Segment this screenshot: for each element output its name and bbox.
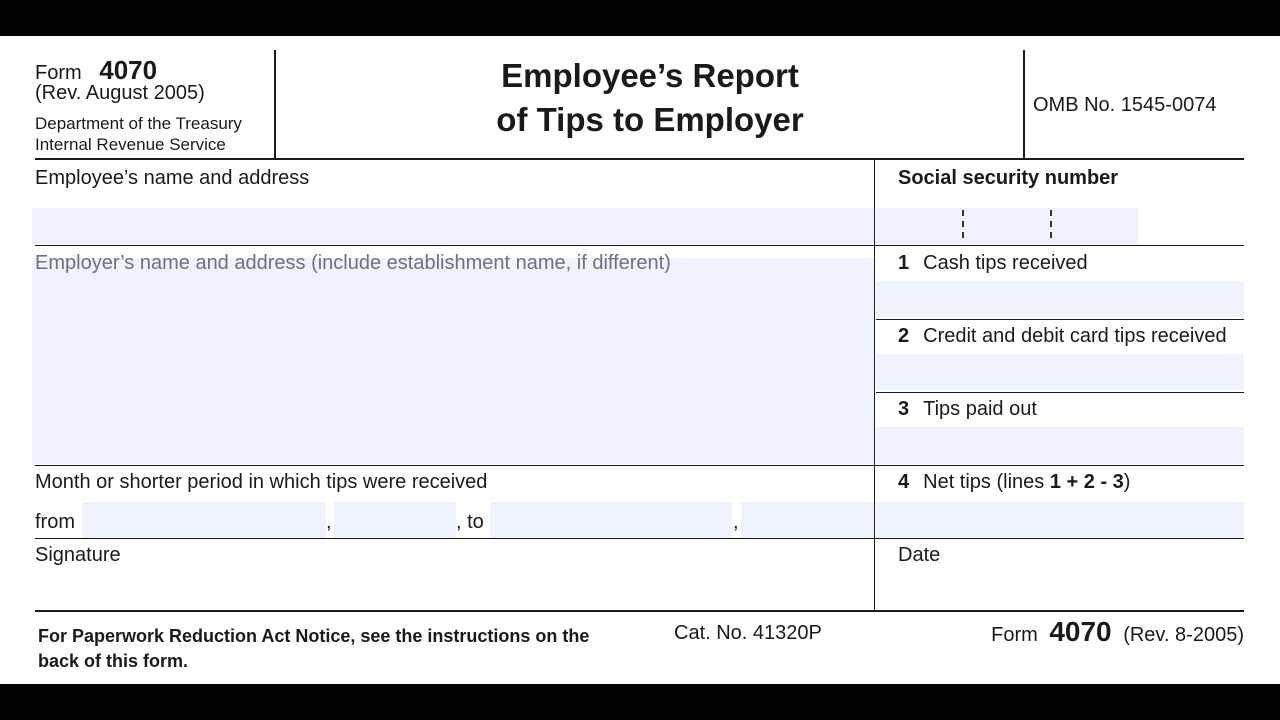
tips-paid-out-input[interactable] bbox=[876, 427, 1244, 464]
footer-form-number: 4070 bbox=[1049, 616, 1112, 647]
period-label: Month or shorter period in which tips were received bbox=[35, 471, 488, 493]
line-3-number: 3 bbox=[898, 398, 910, 420]
row-rule-2 bbox=[876, 319, 1244, 320]
signature-area[interactable] bbox=[35, 568, 873, 608]
footer-form-revision: (Rev. 8-2005) bbox=[1123, 624, 1244, 646]
ssn-label: Social security number bbox=[898, 167, 1119, 189]
title-line-1: Employee’s Report bbox=[501, 57, 799, 94]
line-3-label bbox=[898, 398, 1037, 421]
ssn-input[interactable] bbox=[876, 208, 1138, 244]
form-revision: (Rev. August 2005) bbox=[35, 82, 205, 104]
comma-2: , bbox=[733, 511, 739, 533]
net-tips-input[interactable] bbox=[876, 502, 1244, 538]
line-2-label bbox=[898, 325, 1227, 348]
department-name: Department of the Treasury bbox=[35, 114, 242, 133]
catalog-number: Cat. No. 41320P bbox=[674, 622, 822, 644]
row-rule-4 bbox=[35, 465, 1244, 466]
from-month-input[interactable] bbox=[82, 502, 326, 538]
paperwork-notice: For Paperwork Reduction Act Notice, see the instructions on the back of this form. bbox=[38, 626, 590, 671]
form-page bbox=[0, 36, 1280, 684]
comma-1: , bbox=[326, 511, 332, 533]
line-2-number: 2 bbox=[898, 325, 910, 347]
to-label: , to bbox=[456, 511, 484, 533]
line-3-text: Tips paid out bbox=[923, 398, 1037, 420]
line-1-label bbox=[898, 252, 1088, 275]
form-title bbox=[276, 54, 1024, 142]
footer-top-rule bbox=[35, 610, 1244, 612]
column-divider bbox=[874, 160, 875, 610]
form-word: Form bbox=[35, 62, 82, 84]
form-number: 4070 bbox=[99, 55, 158, 85]
signature-label: Signature bbox=[35, 544, 121, 566]
to-year-input[interactable] bbox=[741, 502, 874, 538]
employer-name-label: Employer’s name and address (include establishment name, if different) bbox=[35, 252, 671, 274]
ssn-separator-2 bbox=[1050, 210, 1052, 238]
line-1-number: 1 bbox=[898, 252, 910, 274]
employee-name-label: Employee’s name and address bbox=[35, 167, 310, 189]
employee-name-input[interactable] bbox=[32, 208, 874, 244]
header-divider-right bbox=[1023, 50, 1025, 158]
header-bottom-rule bbox=[35, 158, 1244, 160]
card-tips-input[interactable] bbox=[876, 354, 1244, 390]
line-4-suffix: ) bbox=[1123, 471, 1131, 493]
irs-name: Internal Revenue Service bbox=[35, 135, 226, 154]
ssn-separator-1 bbox=[962, 210, 964, 238]
row-rule-5 bbox=[35, 538, 1244, 539]
line-1-text: Cash tips received bbox=[923, 252, 1088, 274]
to-month-input[interactable] bbox=[490, 502, 732, 538]
employer-name-input[interactable] bbox=[32, 258, 874, 464]
row-rule-1 bbox=[35, 245, 1244, 246]
row-rule-3 bbox=[876, 392, 1244, 393]
line-4-label bbox=[898, 471, 1130, 494]
from-label: from bbox=[35, 511, 75, 533]
from-year-input[interactable] bbox=[334, 502, 456, 538]
title-line-2: of Tips to Employer bbox=[496, 101, 804, 138]
omb-number: OMB No. 1545-0074 bbox=[1033, 94, 1217, 116]
line-4-prefix: Net tips (lines bbox=[923, 471, 1050, 493]
line-4-number: 4 bbox=[898, 471, 910, 493]
date-area[interactable] bbox=[876, 568, 1244, 608]
line-4-formula: 1 + 2 - 3 bbox=[1049, 471, 1124, 493]
footer-form-word: Form bbox=[991, 624, 1038, 646]
date-label: Date bbox=[898, 544, 941, 566]
cash-tips-input[interactable] bbox=[876, 281, 1244, 317]
line-2-text: Credit and debit card tips received bbox=[923, 325, 1227, 347]
footer-form-id bbox=[991, 616, 1244, 648]
